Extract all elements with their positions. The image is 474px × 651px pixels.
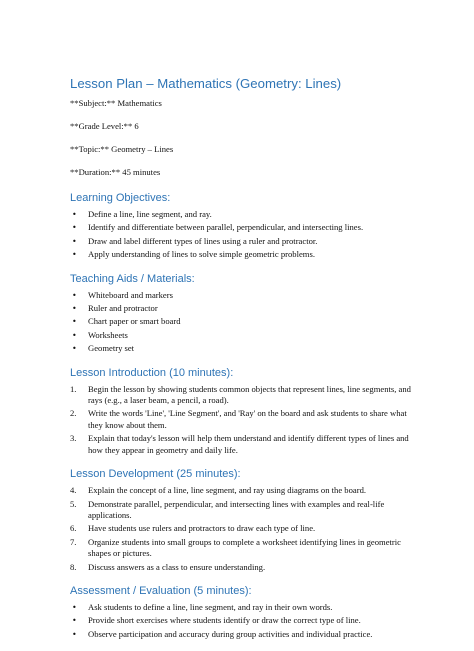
list-number: 4. — [70, 485, 77, 496]
list-item: • Chart paper or smart board — [70, 316, 422, 327]
list-item-text: Write the words 'Line', 'Line Segment', and 'Ray' on the board and ask students to share what they know about them. — [88, 408, 407, 430]
list-number: 3. — [70, 433, 77, 444]
list-item: • Provide short exercises where students identify or draw the correct type of line. — [70, 615, 422, 626]
list-item — [70, 499, 422, 522]
meta-grade: **Grade Level:** 6 — [70, 121, 139, 131]
assessment-list — [70, 602, 422, 640]
meta-topic: **Topic:** Geometry – Lines — [70, 144, 174, 154]
list-item-text: Organize students into small groups to complete a worksheet identifying lines in geometric shapes or pictures. — [88, 536, 401, 559]
list-item: • Observe participation and accuracy during group activities and individual practice. — [70, 629, 422, 640]
list-number: 8. — [70, 561, 77, 572]
list-item — [70, 384, 422, 407]
list-item: • Ruler and protractor — [70, 303, 422, 314]
list-item-text: Have students use rulers and protractors to draw each type of line. — [88, 523, 316, 534]
list-item-text: Discuss answers as a class to ensure understanding. — [88, 561, 266, 572]
list-item: • Worksheets — [70, 330, 422, 341]
list-number: 7. — [70, 536, 77, 547]
objectives-heading: Learning Objectives: — [70, 192, 171, 204]
document-content — [70, 76, 422, 651]
assessment-heading: Assessment / Evaluation (5 minutes): — [70, 584, 252, 597]
list-number: 6. — [70, 523, 77, 534]
list-item-text: Demonstrate parallel, perpendicular, and intersecting lines with examples and real-life applications. — [88, 498, 385, 520]
page-title: Lesson Plan – Mathematics (Geometry: Lines) — [70, 76, 342, 91]
list-item: • Draw and label different types of lines using a ruler and protractor. — [70, 236, 422, 247]
introduction-list — [70, 384, 422, 456]
list-item-text: Explain that today's lesson will help them understand and identify different types of lines and how they appear in geometry and daily life. — [88, 433, 409, 455]
list-item — [70, 408, 422, 431]
list-item — [70, 523, 422, 534]
list-item — [70, 433, 422, 456]
list-number: 1. — [70, 383, 77, 394]
list-number: 5. — [70, 498, 77, 509]
list-item: • Apply understanding of lines to solve simple geometric problems. — [70, 249, 422, 260]
list-item — [70, 485, 422, 496]
introduction-heading: Lesson Introduction (10 minutes): — [70, 366, 234, 379]
objectives-list — [70, 209, 422, 261]
list-item: • Geometry set — [70, 343, 422, 354]
list-item: • Identify and differentiate between parallel, perpendicular, and intersecting lines. — [70, 222, 422, 233]
development-heading: Lesson Development (25 minutes): — [70, 468, 241, 481]
list-item-text: Explain the concept of a line, line segment, and ray using diagrams on the board. — [88, 485, 367, 496]
meta-subject: **Subject:** Mathematics — [70, 98, 162, 108]
aids-heading: Teaching Aids / Materials: — [70, 272, 195, 285]
list-item: • Whiteboard and markers — [70, 290, 422, 301]
list-item-text: Begin the lesson by showing students common objects that represent lines, line segments, and rays (e.g., a laser beam, a pencil, a road). — [88, 383, 411, 406]
list-item: • Define a line, line segment, and ray. — [70, 209, 422, 220]
list-item — [70, 537, 422, 560]
list-number: 2. — [70, 408, 77, 419]
list-item — [70, 562, 422, 573]
aids-list — [70, 290, 422, 355]
meta-duration: **Duration:** 45 minutes — [70, 167, 161, 177]
list-item: • Ask students to define a line, line segment, and ray in their own words. — [70, 602, 422, 613]
development-list — [70, 485, 422, 573]
